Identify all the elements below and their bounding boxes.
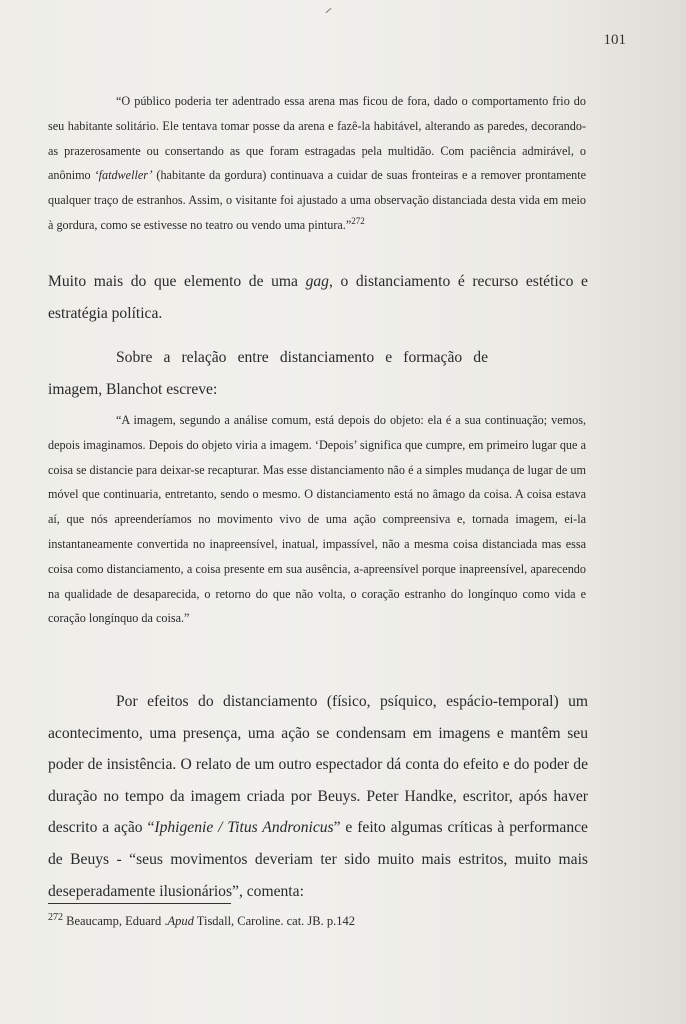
- quote-1-text: “O público poderia ter adentrado essa arena mas ficou de fora, dado o comportamento frio do seu habitante solitário. Ele tentava tomar posse da arena e fazê-la habitável, alterando as paredes, decorando-as prazerosamente ou consertando as que foram estragadas pela multidão. Com paciência admirável, o anônimo ‘fatdweller’ (habitante da gordura) continuava a cuidar de suas fronteiras e a remover prontamente qualquer traço de estranhos. Assim, o visitante foi ajustado a uma observação distanciada desta vida em meio à gordura, como se estivesse no teatro ou vendo uma pintura.”$^{272}$: [48, 94, 586, 232]
- footnote-ref-272[interactable]: 272: [351, 215, 365, 226]
- quote-2-text: “A imagem, segundo a análise comum, está depois do objeto: ela é a sua continuação; vemos, depois imaginamos. Depois do objeto viria a imagem. ‘Depois’ significa que cumpre, em primeiro lugar que a coisa se distancie para deixar-se recapturar. Mas esse distanciamento não é a simples mudança de lugar de um móvel que continuaria, entretanto, sendo o mesmo. O distanciamento está no âmago da coisa. A coisa estava aí, que nós apreenderíamos no movimento vivo de uma ação compreensiva e, tornada imagem, ei-la instantaneamente convertida no inapreensível, inatual, impassível, não a mesma coisa distanciada mas essa coisa como distanciamento, a coisa presente em sua ausência, a-apreensível porque inapreensível, aparecendo na qualidade de desaparecida, o retorno do que não volta, o coração estranho do longínquo como vida e coração longínquo da coisa.”: [48, 413, 586, 626]
- paragraph-2: Sobre a relação entre distanciamento e formação de imagem, Blanchot escreve:: [48, 349, 488, 398]
- footnote-rule: [48, 903, 231, 904]
- footnote-272: $^{272}$ Beaucamp, Eduard .Apud Tisdall, Caroline. cat. JB. p.142: [48, 911, 355, 928]
- paragraph-3: Por efeitos do distanciamento (físico, psíquico, espácio-temporal) um acontecimento, uma presença, uma ação se condensam em imagens e mantêm seu poder de insistência. O relato de um outro espectador dá conta do efeito e do poder de duração no tempo da imagem criada por Beuys. Peter Handke, escritor, após haver descrito a ação “Iphigenie / Titus Andronicus” e feito algumas críticas à performance de Beuys - “seus movimentos deveriam ter sido muito mais estritos, muito mais deseperadamente ilusionários”, comenta:: [48, 693, 588, 900]
- block-quote-2: [48, 408, 586, 631]
- paragraph-1: Muito mais do que elemento de uma gag, o distanciamento é recurso estético e estratégia política.: [48, 273, 588, 322]
- block-quote-1: [48, 89, 586, 238]
- page-number: 101: [603, 32, 626, 48]
- pen-mark: [325, 8, 331, 13]
